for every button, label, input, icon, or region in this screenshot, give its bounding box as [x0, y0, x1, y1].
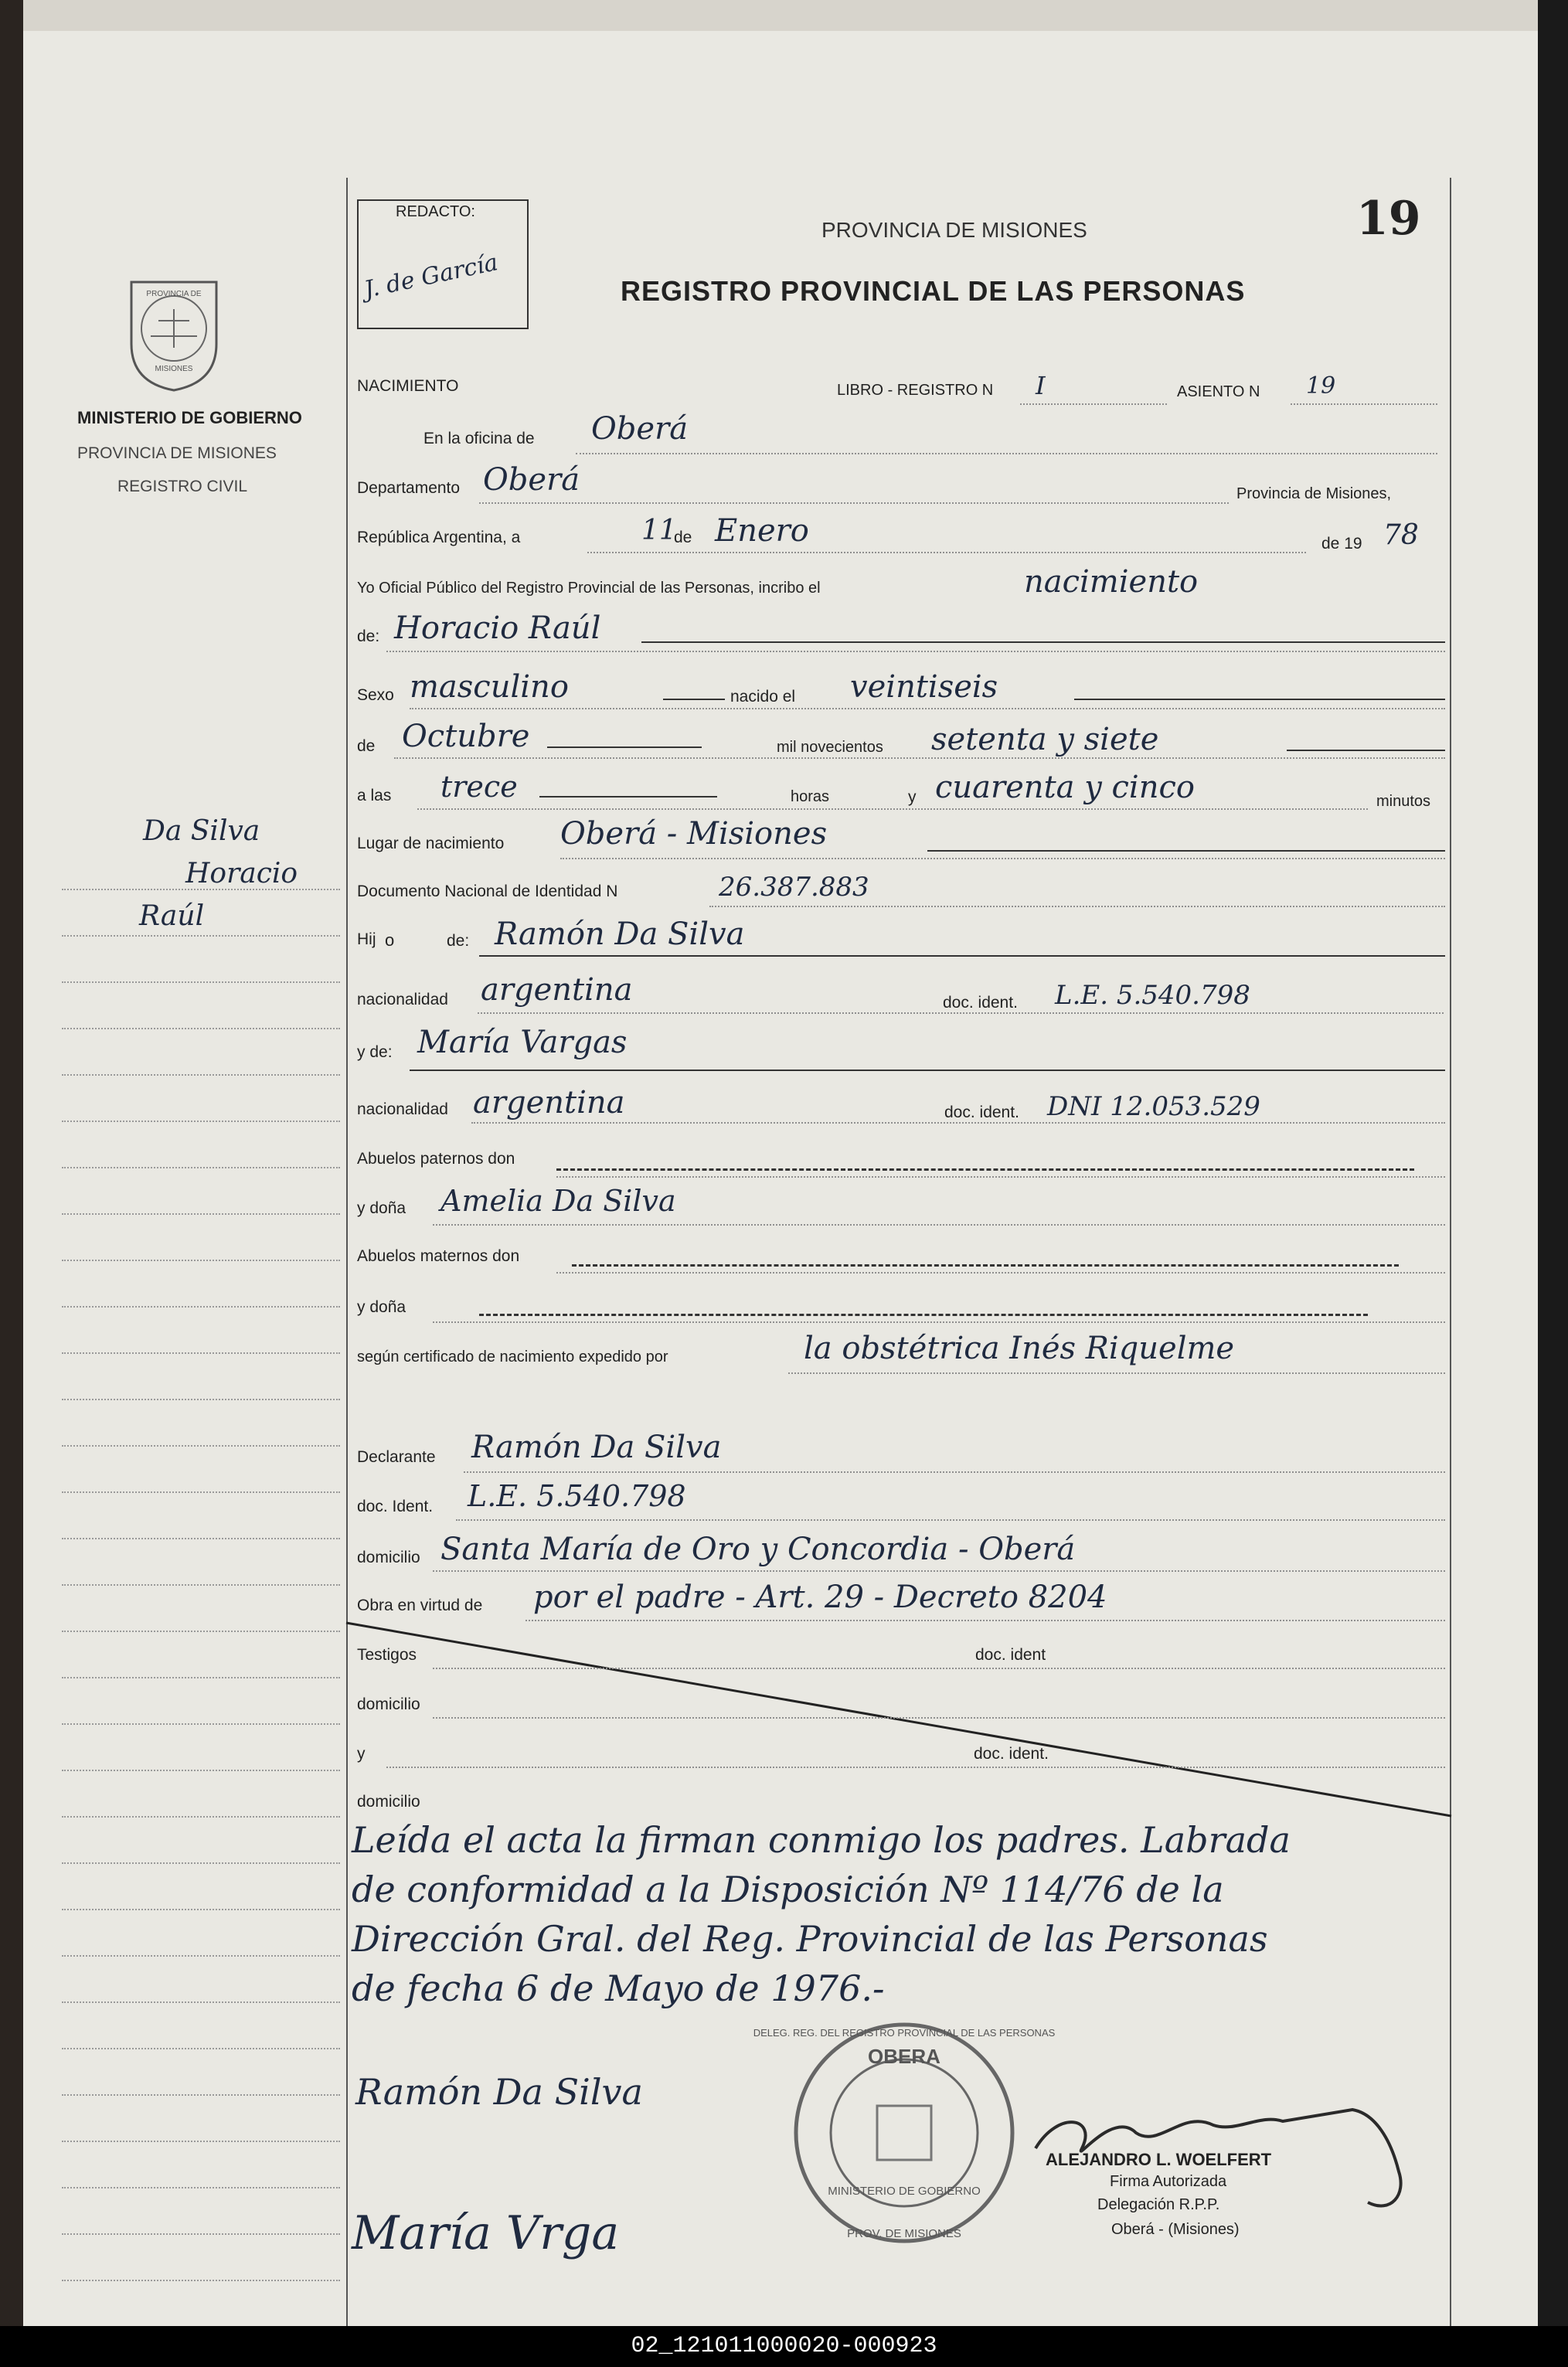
province-title: PROVINCIA DE MISIONES [821, 218, 1087, 242]
nacido-label: nacido el [730, 688, 796, 706]
dni-label: Documento Nacional de Identidad N [357, 883, 618, 900]
ministry-title: MINISTERIO DE GOBIERNO [77, 408, 302, 427]
abuela-materna-rule [433, 1321, 1445, 1323]
margin-rule [62, 935, 340, 937]
official-stamp-icon [753, 2013, 1056, 2253]
doc-madre-label: doc. ident. [944, 1104, 1019, 1121]
margin-note-name2: Raúl [139, 900, 205, 932]
seal-top-text: PROVINCIA DE [146, 290, 202, 298]
nombre-value: Horacio Raúl [394, 610, 601, 646]
image-id-footer: 02_121011000020-000923 [0, 2326, 1568, 2367]
domicilio2-rule [433, 1717, 1445, 1719]
mes-nac-line [547, 746, 702, 748]
margin-rule [62, 1538, 340, 1539]
obra-value: por el padre - Art. 29 - Decreto 8204 [533, 1580, 1107, 1615]
margin-rule [62, 1955, 340, 1957]
abuela-paterna-value: Amelia Da Silva [440, 1184, 676, 1218]
alas-rule [417, 808, 1368, 810]
signature-mother: María Vrga [352, 2206, 620, 2260]
asiento-value: 19 [1306, 372, 1336, 400]
departamento-rule [479, 502, 1229, 504]
abuelos-paternos-label: Abuelos paternos don [357, 1150, 515, 1168]
nacionalidad-madre-label: nacionalidad [357, 1100, 448, 1118]
certificado-rule [788, 1372, 1445, 1374]
margin-rule [62, 1167, 340, 1168]
margin-rule [62, 1584, 340, 1586]
registry-subtitle: REGISTRO CIVIL [117, 478, 248, 495]
de2-rule [394, 757, 1445, 759]
hijo-de-label: de: [447, 932, 470, 950]
margin-rule [62, 1677, 340, 1678]
margin-rule [62, 1816, 340, 1818]
column-divider [346, 178, 348, 2326]
padre-value: Ramón Da Silva [495, 917, 745, 952]
seal-bottom-text: MISIONES [155, 365, 193, 373]
margin-rule [62, 2233, 340, 2235]
margin-rule [62, 1770, 340, 1771]
sexo-rule [410, 708, 1445, 709]
abuelos-maternos-rule [556, 1272, 1445, 1274]
anio-nac-line [1287, 750, 1445, 751]
doc-ident2-label: doc. ident. [974, 1745, 1049, 1763]
abuelos-paternos-rule [556, 1176, 1445, 1178]
lugar-value: Oberá - Misiones [560, 816, 828, 852]
declarante-value: Ramón Da Silva [471, 1430, 722, 1465]
abuela-materna-dashes [479, 1314, 1368, 1316]
minutos-value: cuarenta y cinco [935, 770, 1195, 805]
alas-label: a las [357, 787, 392, 804]
record-type: NACIMIENTO [357, 377, 459, 395]
horas-label: horas [791, 788, 830, 805]
doc-padre-value: L.E. 5.540.798 [1055, 980, 1250, 1011]
testigos-label: Testigos [357, 1646, 417, 1664]
redacto-value: J. de García [362, 249, 501, 304]
mes-value: Enero [715, 513, 809, 549]
oficina-rule [576, 453, 1437, 454]
nacido-value: veintiseis [850, 669, 998, 705]
margin-rule [62, 1491, 340, 1493]
nacido-line [1074, 699, 1445, 700]
nacionalidad-padre-label: nacionalidad [357, 991, 448, 1008]
de-label: de [674, 529, 692, 546]
testigos-rule [433, 1668, 1445, 1669]
declarante-label: Declarante [357, 1448, 436, 1466]
page-top-edge [23, 0, 1538, 31]
sexo-value: masculino [410, 669, 569, 705]
y-label: y [908, 788, 917, 806]
asiento-label: ASIENTO N [1177, 383, 1260, 400]
hora-line [539, 796, 717, 798]
doc-ident-label: doc. ident [975, 1646, 1046, 1664]
nombre-line [641, 641, 1445, 643]
domicilio-rule [433, 1570, 1445, 1572]
margin-rule [62, 1306, 340, 1308]
official-name: ALEJANDRO L. WOELFERT [1046, 2150, 1272, 2169]
doc-madre-value: DNI 12.053.529 [1047, 1091, 1260, 1122]
doc-declarante-rule [456, 1519, 1445, 1521]
cancel-diagonal-line [346, 1623, 1451, 1824]
minutos-label: minutos [1376, 793, 1431, 810]
mil-label: mil novecientos [777, 739, 883, 756]
domicilio2-label: domicilio [357, 1695, 420, 1713]
lugar-line [927, 850, 1445, 852]
official-signature-icon [1028, 2079, 1430, 2218]
anio-label: de 19 [1321, 535, 1362, 553]
margin-rule [62, 2048, 340, 2049]
yde-label: y de: [357, 1043, 393, 1061]
abuelos-paternos-dashes [556, 1168, 1414, 1171]
departamento-value: Oberá [483, 462, 580, 498]
stamp-outer-text: DELEG. REG. DEL REGISTRO PROVINCIAL DE LAS PERSONAS [753, 2027, 1056, 2039]
obra-rule [526, 1620, 1445, 1621]
nacionalidad-padre-value: argentina [481, 972, 633, 1008]
asiento-rule [1291, 403, 1437, 405]
padre-rule [479, 955, 1445, 957]
madre-value: María Vargas [417, 1025, 628, 1060]
certificado-value: la obstétrica Inés Riquelme [804, 1331, 1235, 1366]
dia-value: 11 [641, 515, 677, 546]
nombre-rule [386, 651, 1445, 652]
anio-nac-value: setenta y siete [931, 722, 1159, 757]
de2-label: de [357, 737, 376, 755]
domicilio-value: Santa María de Oro y Concordia - Oberá [440, 1532, 1076, 1567]
hijo-suffix: o [385, 930, 395, 950]
margin-rule [62, 1631, 340, 1632]
margin-rule [62, 981, 340, 983]
margin-rule [62, 1862, 340, 1864]
obra-label: Obra en virtud de [357, 1597, 483, 1614]
hora-value: trece [440, 770, 518, 804]
observaciones-line4: de fecha 6 de Mayo de 1976.- [352, 1967, 885, 2009]
departamento-label: Departamento [357, 479, 461, 497]
margin-rule [62, 2001, 340, 2003]
oficial-text: Yo Oficial Público del Registro Provincial de las Personas, incribo el [357, 580, 821, 597]
main-title: REGISTRO PROVINCIAL DE LAS PERSONAS [621, 275, 1246, 307]
abuelos-maternos-label: Abuelos maternos don [357, 1247, 520, 1265]
margin-rule [62, 1723, 340, 1725]
observaciones-line2: de conformidad a la Disposición Nº 114/76 de la [352, 1869, 1224, 1910]
declarante-rule [464, 1471, 1445, 1473]
hijo-label: Hij [357, 930, 376, 948]
observaciones-line3: Dirección Gral. del Reg. Provincial de las Personas [352, 1918, 1268, 1960]
madre-rule [410, 1070, 1445, 1071]
province-seal-icon [116, 267, 232, 394]
libro-rule [1020, 403, 1167, 405]
y2-rule [386, 1767, 1445, 1768]
nac-madre-rule [471, 1122, 1445, 1124]
margin-rule [62, 1909, 340, 1910]
domicilio3-label: domicilio [357, 1793, 420, 1811]
margin-rule [62, 1028, 340, 1029]
stamp-top-text: OBERA [868, 2045, 940, 2068]
nac-padre-rule [478, 1012, 1444, 1014]
margin-rule [62, 889, 340, 890]
official-role: Firma Autorizada [1110, 2173, 1227, 2190]
margin-rule [62, 1399, 340, 1400]
official-delegation: Delegación R.P.P. [1097, 2196, 1220, 2213]
oficina-value: Oberá [591, 411, 689, 447]
certificado-label: según certificado de nacimiento expedido por [357, 1348, 668, 1365]
fecha-rule [587, 552, 1306, 553]
abuelos-maternos-dashes [572, 1264, 1399, 1267]
margin-rule [62, 1074, 340, 1076]
margin-note-name1: Horacio [185, 858, 298, 889]
observaciones-line1: Leída el acta la firman conmigo los padres. Labrada [352, 1819, 1291, 1861]
abuela-paterna-rule [433, 1224, 1445, 1226]
libro-value: I [1036, 371, 1046, 400]
de-colon-label: de: [357, 627, 380, 645]
margin-rule [62, 1445, 340, 1447]
margin-rule [62, 1121, 340, 1122]
redacto-label: REDACTO: [396, 203, 475, 220]
province-subtitle: PROVINCIA DE MISIONES [77, 444, 277, 462]
ydona-label: y doña [357, 1199, 406, 1217]
sexo-line [663, 699, 725, 700]
doc-padre-label: doc. ident. [943, 994, 1018, 1012]
doc-declarante-value: L.E. 5.540.798 [468, 1479, 686, 1513]
margin-rule [62, 1213, 340, 1215]
stamp-bottom-text: PROV. DE MISIONES [847, 2227, 961, 2240]
ydona2-label: y doña [357, 1298, 406, 1316]
margin-note-surname: Da Silva [143, 815, 260, 847]
dni-value: 26.387.883 [719, 872, 869, 903]
lugar-label: Lugar de nacimiento [357, 835, 505, 852]
provincia-suffix: Provincia de Misiones, [1236, 485, 1392, 502]
official-place: Oberá - (Misiones) [1111, 2221, 1240, 2238]
sexo-label: Sexo [357, 686, 394, 704]
anio-value: 78 [1383, 519, 1419, 551]
nacionalidad-madre-value: argentina [473, 1085, 625, 1121]
page-number: 19 [1356, 192, 1421, 246]
republica-label: República Argentina, a [357, 529, 521, 546]
doc-declarante-label: doc. Ident. [357, 1498, 434, 1515]
dni-rule [709, 906, 1445, 907]
domicilio-label: domicilio [357, 1549, 420, 1566]
signature-father: Ramón Da Silva [355, 2071, 643, 2113]
margin-rule [62, 2280, 340, 2281]
lugar-rule [560, 858, 1445, 859]
stamp-inner-text: MINISTERIO DE GOBIERNO [828, 2185, 981, 2198]
right-border [1450, 178, 1451, 2326]
margin-rule [62, 2187, 340, 2188]
oficina-label: En la oficina de [423, 430, 535, 447]
mes-nac-value: Octubre [402, 719, 530, 754]
margin-rule [62, 1260, 340, 1261]
margin-rule [62, 2141, 340, 2142]
oficial-value: nacimiento [1024, 564, 1199, 600]
margin-rule [62, 2094, 340, 2096]
margin-rule [62, 1352, 340, 1354]
libro-label: LIBRO - REGISTRO N [837, 382, 994, 399]
y2-label: y [357, 1745, 366, 1763]
